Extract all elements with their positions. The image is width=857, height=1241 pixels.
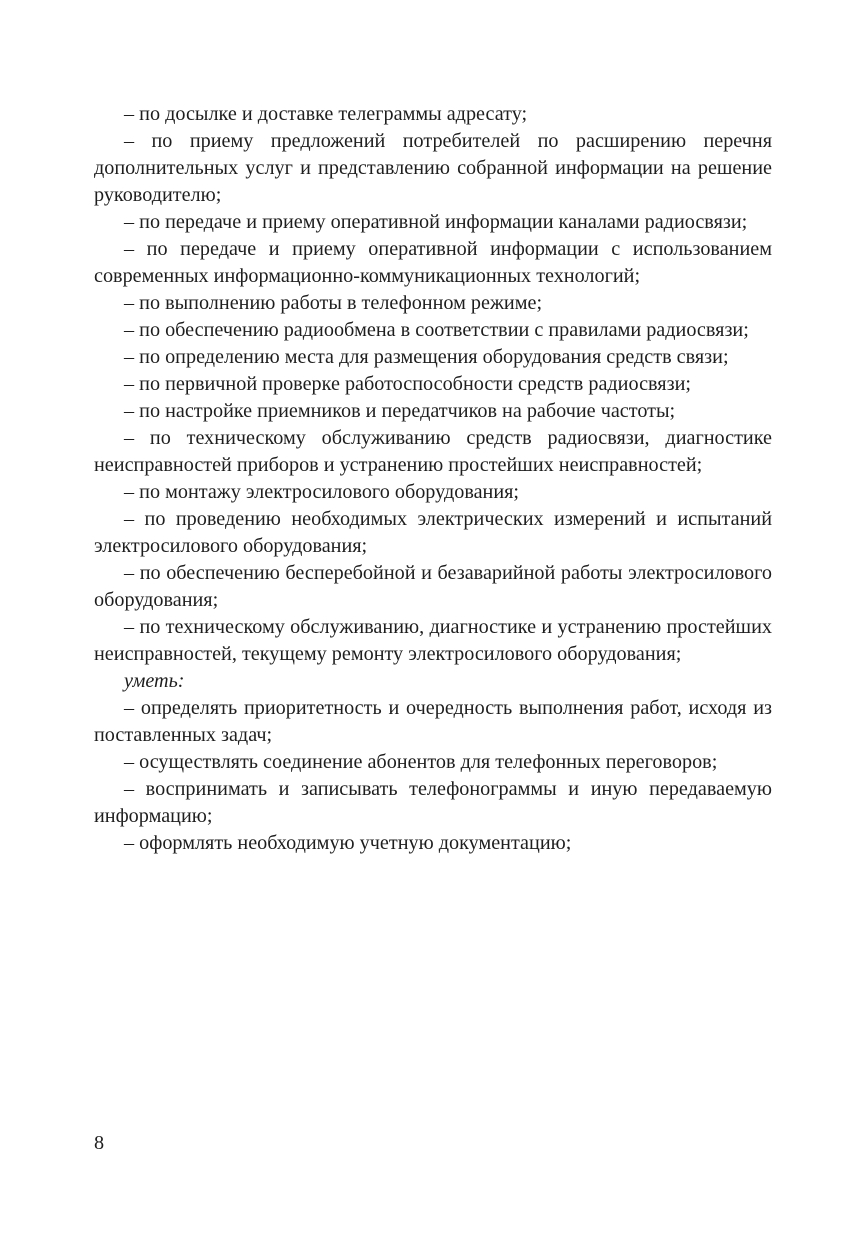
list-item: – по досылке и доставке телеграммы адресату;: [124, 103, 528, 125]
list-item: – по первичной проверке работоспособности средств радиосвязи;: [124, 373, 691, 395]
list-item: – воспринимать и записывать телефонограммы и иную передаваемую информацию;: [94, 778, 772, 827]
list-item: – по обеспечению радиообмена в соответствии с правилами радиосвязи;: [124, 319, 749, 341]
list-item: – по техническому обслуживанию средств радиосвязи, диагностике неисправностей приборов и устранению простейших неисправностей;: [94, 427, 772, 476]
list-item: – по проведению необходимых электрических измерений и испытаний электросилового оборудования;: [94, 508, 772, 557]
list-item: – по настройке приемников и передатчиков на рабочие частоты;: [124, 400, 676, 422]
list-item: – по обеспечению бесперебойной и безаварийной работы электросилового оборудования;: [94, 562, 772, 611]
page-body: [94, 101, 772, 857]
page-number: 8: [94, 1132, 105, 1154]
list-item: – осуществлять соединение абонентов для телефонных переговоров;: [124, 751, 718, 773]
list-item: – по передаче и приему оперативной информации каналами радиосвязи;: [124, 211, 748, 233]
list-item: – по передаче и приему оперативной информации с использованием современных информационно-коммуникационных технологий;: [94, 238, 772, 287]
list-item: – по техническому обслуживанию, диагностике и устранению простейших неисправностей, текущему ремонту электросилового оборудования;: [94, 616, 772, 665]
list-item: – по выполнению работы в телефонном режиме;: [124, 292, 543, 314]
section-heading: уметь:: [124, 670, 185, 692]
list-item: – по определению места для размещения оборудования средств связи;: [124, 346, 729, 368]
list-item: – определять приоритетность и очередность выполнения работ, исходя из поставленных задач;: [94, 697, 772, 746]
list-item: – оформлять необходимую учетную документацию;: [124, 832, 572, 854]
list-item: – по монтажу электросилового оборудования;: [124, 481, 520, 503]
list-item: – по приему предложений потребителей по расширению перечня дополнительных услуг и представлению собранной информации на решение руководителю;: [94, 130, 772, 206]
